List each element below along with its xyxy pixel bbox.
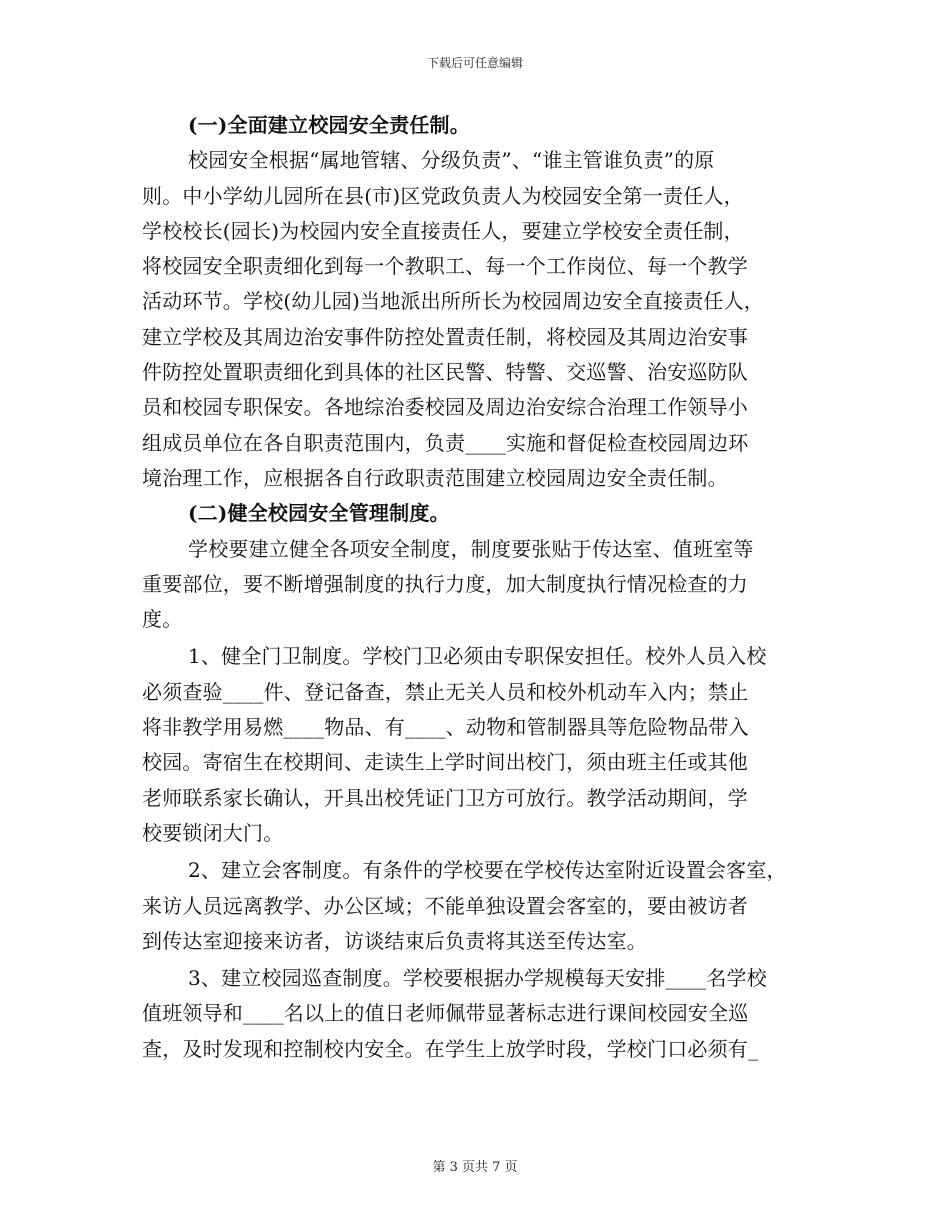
text-line: 活动环节。学校(幼儿园)当地派出所所长为校园周边安全直接责任人，: [142, 289, 765, 314]
text-line: 员和校园专职保安。各地综治委校园及周边治安综合治理工作领导小: [142, 395, 748, 420]
text-line: 则。中小学幼儿园所在县(市)区党政负责人为校园安全第一责任人，: [142, 183, 744, 208]
text-line: 必须查验____件、登记备查，禁止无关人员和校外机动车入内；禁止: [142, 679, 749, 704]
text-line: 查，及时发现和控制校内安全。在学生上放学时段，学校门口必须有_: [142, 1036, 759, 1061]
text-line: 建立学校及其周边治安事件防控处置责任制，将校园及其周边治安事: [142, 324, 748, 349]
text-line: 学校校长(园长)为校园内安全直接责任人，要建立学校安全责任制，: [142, 218, 744, 243]
text-line: 度。: [142, 607, 183, 632]
text-line: 重要部位，要不断增强制度的执行力度，加大制度执行情况检查的力: [142, 571, 748, 596]
text-line: 来访人员远离教学、办公区域；不能单独设置会客室的，要由被访者: [142, 893, 748, 918]
text-line: 组成员单位在各自职责范围内，负责____实施和督促检查校园周边环: [142, 430, 749, 455]
text-line: 值班领导和____名以上的值日老师佩带显著标志进行课间校园安全巡: [142, 1001, 749, 1026]
document-body: [142, 108, 812, 1067]
section-heading: (二)健全校园安全管理制度。: [188, 501, 450, 526]
section-heading: (一)全面建立校园安全责任制。: [188, 113, 470, 137]
text-line: 境治理工作，应根据各自行政职责范围建立校园周边安全责任制。: [142, 465, 728, 490]
text-line: 2、建立会客制度。有条件的学校要在学校传达室附近设置会客室，: [188, 858, 787, 883]
page-header: 下载后可任意编辑: [426, 56, 523, 70]
text-line: 校园。寄宿生在校期间、走读生上学时间出校门，须由班主任或其他: [142, 750, 748, 775]
page-footer: 第 3 页共 7 页: [432, 1160, 518, 1175]
text-line: 件防控处置职责细化到具体的社区民警、特警、交巡警、治安巡防队: [142, 360, 748, 385]
text-line: 校园安全根据“属地管辖、分级负责”、“谁主管谁负责”的原: [188, 148, 715, 173]
text-line: 将校园安全职责细化到每一个教职工、每一个工作岗位、每一个教学: [142, 254, 748, 279]
text-line: 到传达室迎接来访者，访谈结束后负责将其送至传达室。: [142, 928, 647, 953]
text-line: 1、健全门卫制度。学校门卫必须由专职保安担任。校外人员入校: [188, 644, 767, 669]
text-line: 将非教学用易燃____物品、有____、动物和管制器具等危险物品带入: [142, 715, 749, 740]
text-line: 学校要建立健全各项安全制度，制度要张贴于传达室、值班室等: [188, 536, 754, 561]
text-line: 3、建立校园巡查制度。学校要根据办学规模每天安排____名学校: [188, 966, 767, 991]
text-line: 老师联系家长确认，开具出校凭证门卫方可放行。教学活动期间，学: [142, 785, 748, 810]
text-line: 校要锁闭大门。: [142, 820, 284, 845]
